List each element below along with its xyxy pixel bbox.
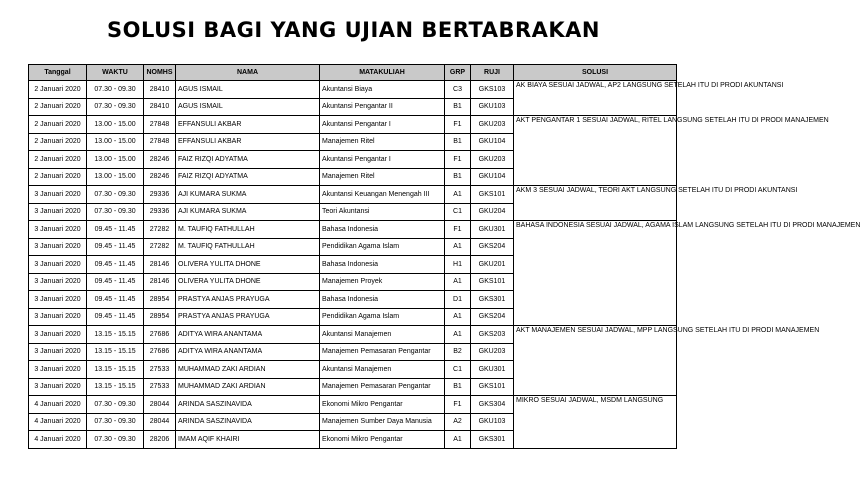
cell-nama: PRASTYA ANJAS PRAYUGA bbox=[176, 308, 320, 326]
cell-matakuliah: Manajemen Ritel bbox=[320, 168, 445, 186]
cell-grp: A1 bbox=[445, 238, 471, 256]
cell-matakuliah: Pendidikan Agama Islam bbox=[320, 238, 445, 256]
cell-ruji: GKS204 bbox=[471, 238, 514, 256]
table-row bbox=[29, 186, 677, 204]
cell-waktu: 07.30 - 09.30 bbox=[87, 81, 144, 99]
cell-ruji: GKS204 bbox=[471, 308, 514, 326]
cell-waktu: 13.00 - 15.00 bbox=[87, 116, 144, 134]
cell-grp: F1 bbox=[445, 396, 471, 414]
cell-waktu: 13.00 - 15.00 bbox=[87, 133, 144, 151]
cell-matakuliah: Manajemen Proyek bbox=[320, 273, 445, 291]
table-row bbox=[29, 81, 677, 99]
cell-nama: EFFANSULI AKBAR bbox=[176, 133, 320, 151]
cell-nama: OLIVERA YULITA DHONE bbox=[176, 273, 320, 291]
cell-tanggal: 2 Januari 2020 bbox=[29, 98, 87, 116]
cell-grp: C1 bbox=[445, 203, 471, 221]
cell-tanggal: 3 Januari 2020 bbox=[29, 186, 87, 204]
cell-waktu: 09.45 - 11.45 bbox=[87, 238, 144, 256]
cell-ruji: GKS304 bbox=[471, 396, 514, 414]
cell-nama: AGUS ISMAIL bbox=[176, 98, 320, 116]
cell-ruji: GKS203 bbox=[471, 326, 514, 344]
cell-nama: IMAM AQIF KHAIRI bbox=[176, 431, 320, 449]
cell-waktu: 13.15 - 15.15 bbox=[87, 361, 144, 379]
cell-nama: PRASTYA ANJAS PRAYUGA bbox=[176, 291, 320, 309]
cell-nomhs: 28954 bbox=[144, 291, 176, 309]
cell-ruji: GKU204 bbox=[471, 203, 514, 221]
cell-ruji: GKU203 bbox=[471, 116, 514, 134]
cell-nama: M. TAUFIQ FATHULLAH bbox=[176, 238, 320, 256]
table-body bbox=[29, 81, 860, 449]
cell-nomhs: 28954 bbox=[144, 308, 176, 326]
cell-grp: A1 bbox=[445, 326, 471, 344]
cell-nama: FAIZ RIZQI ADYATMA bbox=[176, 168, 320, 186]
cell-tanggal: 3 Januari 2020 bbox=[29, 361, 87, 379]
cell-matakuliah: Akuntansi Biaya bbox=[320, 81, 445, 99]
cell-solusi: BAHASA INDONESIA SESUAI JADWAL, AGAMA ISLAM LANGSUNG SETELAH ITU DI PRODI MANAJEMEN bbox=[514, 221, 677, 326]
cell-tanggal: 2 Januari 2020 bbox=[29, 116, 87, 134]
page-title: SOLUSI BAGI YANG UJIAN BERTABRAKAN bbox=[107, 18, 600, 42]
cell-tanggal: 2 Januari 2020 bbox=[29, 168, 87, 186]
cell-tanggal: 3 Januari 2020 bbox=[29, 308, 87, 326]
cell-solusi: AKT PENGANTAR 1 SESUAI JADWAL, RITEL LANGSUNG SETELAH ITU DI PRODI MANAJEMEN bbox=[514, 116, 677, 186]
cell-grp: A1 bbox=[445, 431, 471, 449]
cell-ruji: GKS101 bbox=[471, 186, 514, 204]
cell-ruji: GKU201 bbox=[471, 256, 514, 274]
cell-nomhs: 28044 bbox=[144, 413, 176, 431]
cell-grp: B1 bbox=[445, 98, 471, 116]
cell-waktu: 13.00 - 15.00 bbox=[87, 168, 144, 186]
cell-matakuliah: Teori Akuntansi bbox=[320, 203, 445, 221]
cell-tanggal: 4 Januari 2020 bbox=[29, 413, 87, 431]
cell-waktu: 07.30 - 09.30 bbox=[87, 98, 144, 116]
cell-grp: A1 bbox=[445, 273, 471, 291]
cell-solusi: AKM 3 SESUAI JADWAL, TEORI AKT LANGSUNG SETELAH ITU DI PRODI AKUNTANSI bbox=[514, 186, 677, 221]
cell-waktu: 07.30 - 09.30 bbox=[87, 186, 144, 204]
cell-grp: A1 bbox=[445, 308, 471, 326]
cell-matakuliah: Bahasa Indonesia bbox=[320, 221, 445, 239]
cell-matakuliah: Manajemen Pemasaran Pengantar bbox=[320, 378, 445, 396]
cell-solusi: AK BIAYA SESUAI JADWAL, AP2 LANGSUNG SETELAH ITU DI PRODI AKUNTANSI bbox=[514, 81, 677, 116]
cell-tanggal: 3 Januari 2020 bbox=[29, 273, 87, 291]
cell-grp: A2 bbox=[445, 413, 471, 431]
cell-nomhs: 27848 bbox=[144, 133, 176, 151]
col-header-nomhs: NOMHS bbox=[144, 65, 176, 81]
cell-grp: H1 bbox=[445, 256, 471, 274]
cell-nomhs: 29336 bbox=[144, 186, 176, 204]
cell-waktu: 09.45 - 11.45 bbox=[87, 221, 144, 239]
cell-grp: F1 bbox=[445, 221, 471, 239]
cell-nama: MUHAMMAD ZAKI ARDIAN bbox=[176, 361, 320, 379]
cell-nomhs: 28410 bbox=[144, 81, 176, 99]
cell-ruji: GKS101 bbox=[471, 378, 514, 396]
cell-nomhs: 28246 bbox=[144, 168, 176, 186]
cell-matakuliah: Manajemen Pemasaran Pengantar bbox=[320, 343, 445, 361]
cell-ruji: GKU203 bbox=[471, 343, 514, 361]
cell-ruji: GKU301 bbox=[471, 361, 514, 379]
table-row bbox=[29, 221, 677, 239]
cell-matakuliah: Manajemen Sumber Daya Manusia bbox=[320, 413, 445, 431]
cell-nama: AJI KUMARA SUKMA bbox=[176, 186, 320, 204]
cell-matakuliah: Ekonomi Mikro Pengantar bbox=[320, 396, 445, 414]
cell-tanggal: 3 Januari 2020 bbox=[29, 256, 87, 274]
cell-nama: FAIZ RIZQI ADYATMA bbox=[176, 151, 320, 169]
cell-nomhs: 27686 bbox=[144, 343, 176, 361]
cell-matakuliah: Akuntansi Pengantar I bbox=[320, 116, 445, 134]
cell-tanggal: 3 Januari 2020 bbox=[29, 343, 87, 361]
cell-nama: ADITYA WIRA ANANTAMA bbox=[176, 343, 320, 361]
cell-nomhs: 28246 bbox=[144, 151, 176, 169]
cell-grp: B1 bbox=[445, 133, 471, 151]
cell-waktu: 13.15 - 15.15 bbox=[87, 326, 144, 344]
cell-nama: M. TAUFIQ FATHULLAH bbox=[176, 221, 320, 239]
cell-matakuliah: Ekonomi Mikro Pengantar bbox=[320, 431, 445, 449]
cell-tanggal: 2 Januari 2020 bbox=[29, 133, 87, 151]
cell-tanggal: 3 Januari 2020 bbox=[29, 326, 87, 344]
cell-waktu: 13.00 - 15.00 bbox=[87, 151, 144, 169]
cell-tanggal: 2 Januari 2020 bbox=[29, 81, 87, 99]
cell-ruji: GKU103 bbox=[471, 98, 514, 116]
cell-grp: C1 bbox=[445, 361, 471, 379]
cell-tanggal: 4 Januari 2020 bbox=[29, 396, 87, 414]
cell-nama: MUHAMMAD ZAKI ARDIAN bbox=[176, 378, 320, 396]
cell-tanggal: 3 Januari 2020 bbox=[29, 378, 87, 396]
cell-nomhs: 28146 bbox=[144, 256, 176, 274]
col-header-waktu: WAKTU bbox=[87, 65, 144, 81]
cell-tanggal: 3 Januari 2020 bbox=[29, 238, 87, 256]
col-header-matakuliah: MATAKULIAH bbox=[320, 65, 445, 81]
cell-waktu: 13.15 - 15.15 bbox=[87, 343, 144, 361]
cell-nomhs: 28044 bbox=[144, 396, 176, 414]
cell-ruji: GKU104 bbox=[471, 133, 514, 151]
cell-grp: F1 bbox=[445, 151, 471, 169]
cell-waktu: 07.30 - 09.30 bbox=[87, 203, 144, 221]
cell-ruji: GKU301 bbox=[471, 221, 514, 239]
cell-tanggal: 3 Januari 2020 bbox=[29, 203, 87, 221]
cell-grp: D1 bbox=[445, 291, 471, 309]
cell-ruji: GKS301 bbox=[471, 291, 514, 309]
cell-tanggal: 4 Januari 2020 bbox=[29, 431, 87, 449]
cell-nama: ADITYA WIRA ANANTAMA bbox=[176, 326, 320, 344]
cell-nomhs: 28146 bbox=[144, 273, 176, 291]
cell-ruji: GKS301 bbox=[471, 431, 514, 449]
col-header-solusi: SOLUSI bbox=[514, 65, 677, 81]
cell-waktu: 07.30 - 09.30 bbox=[87, 413, 144, 431]
cell-matakuliah: Akuntansi Pengantar II bbox=[320, 98, 445, 116]
cell-ruji: GKS101 bbox=[471, 273, 514, 291]
cell-waktu: 09.45 - 11.45 bbox=[87, 273, 144, 291]
col-header-tanggal: Tanggal bbox=[29, 65, 87, 81]
cell-nomhs: 27282 bbox=[144, 221, 176, 239]
cell-matakuliah: Manajemen Ritel bbox=[320, 133, 445, 151]
cell-nama: EFFANSULI AKBAR bbox=[176, 116, 320, 134]
cell-matakuliah: Akuntansi Manajemen bbox=[320, 326, 445, 344]
cell-solusi: AKT MANAJEMEN SESUAI JADWAL, MPP LANGSUNG SETELAH ITU DI PRODI MANAJEMEN bbox=[514, 326, 677, 396]
cell-nomhs: 27533 bbox=[144, 361, 176, 379]
table-row bbox=[29, 326, 677, 344]
cell-ruji: GKU203 bbox=[471, 151, 514, 169]
cell-nomhs: 27848 bbox=[144, 116, 176, 134]
cell-nama: ARINDA SASZINAVIDA bbox=[176, 413, 320, 431]
cell-waktu: 07.30 - 09.30 bbox=[87, 431, 144, 449]
col-header-ruji: RUJI bbox=[471, 65, 514, 81]
cell-waktu: 09.45 - 11.45 bbox=[87, 308, 144, 326]
table-row bbox=[29, 396, 677, 414]
cell-matakuliah: Akuntansi Pengantar I bbox=[320, 151, 445, 169]
cell-ruji: GKS103 bbox=[471, 81, 514, 99]
cell-nomhs: 27533 bbox=[144, 378, 176, 396]
cell-grp: B1 bbox=[445, 378, 471, 396]
cell-matakuliah: Bahasa Indonesia bbox=[320, 256, 445, 274]
cell-matakuliah: Pendidikan Agama Islam bbox=[320, 308, 445, 326]
cell-waktu: 07.30 - 09.30 bbox=[87, 396, 144, 414]
cell-grp: C3 bbox=[445, 81, 471, 99]
cell-nomhs: 29336 bbox=[144, 203, 176, 221]
cell-ruji: GKU103 bbox=[471, 413, 514, 431]
cell-nomhs: 27282 bbox=[144, 238, 176, 256]
cell-ruji: GKU104 bbox=[471, 168, 514, 186]
cell-nama: OLIVERA YULITA DHONE bbox=[176, 256, 320, 274]
cell-grp: F1 bbox=[445, 116, 471, 134]
cell-nomhs: 28410 bbox=[144, 98, 176, 116]
col-header-grp: GRP bbox=[445, 65, 471, 81]
cell-matakuliah: Bahasa Indonesia bbox=[320, 291, 445, 309]
cell-nama: AJI KUMARA SUKMA bbox=[176, 203, 320, 221]
cell-nomhs: 27686 bbox=[144, 326, 176, 344]
cell-nama: AGUS ISMAIL bbox=[176, 81, 320, 99]
cell-grp: B1 bbox=[445, 168, 471, 186]
cell-nomhs: 28206 bbox=[144, 431, 176, 449]
header-row bbox=[29, 65, 677, 81]
cell-matakuliah: Akuntansi Manajemen bbox=[320, 361, 445, 379]
col-header-nama: NAMA bbox=[176, 65, 320, 81]
cell-tanggal: 3 Januari 2020 bbox=[29, 221, 87, 239]
cell-nama: ARINDA SASZINAVIDA bbox=[176, 396, 320, 414]
schedule-table bbox=[28, 64, 860, 449]
cell-tanggal: 3 Januari 2020 bbox=[29, 291, 87, 309]
cell-waktu: 09.45 - 11.45 bbox=[87, 291, 144, 309]
table-row bbox=[29, 116, 677, 134]
cell-grp: B2 bbox=[445, 343, 471, 361]
cell-waktu: 09.45 - 11.45 bbox=[87, 256, 144, 274]
cell-solusi: MIKRO SESUAI JADWAL, MSDM LANGSUNG bbox=[514, 396, 677, 449]
cell-grp: A1 bbox=[445, 186, 471, 204]
cell-matakuliah: Akuntansi Keuangan Menengah III bbox=[320, 186, 445, 204]
cell-tanggal: 2 Januari 2020 bbox=[29, 151, 87, 169]
cell-waktu: 13.15 - 15.15 bbox=[87, 378, 144, 396]
